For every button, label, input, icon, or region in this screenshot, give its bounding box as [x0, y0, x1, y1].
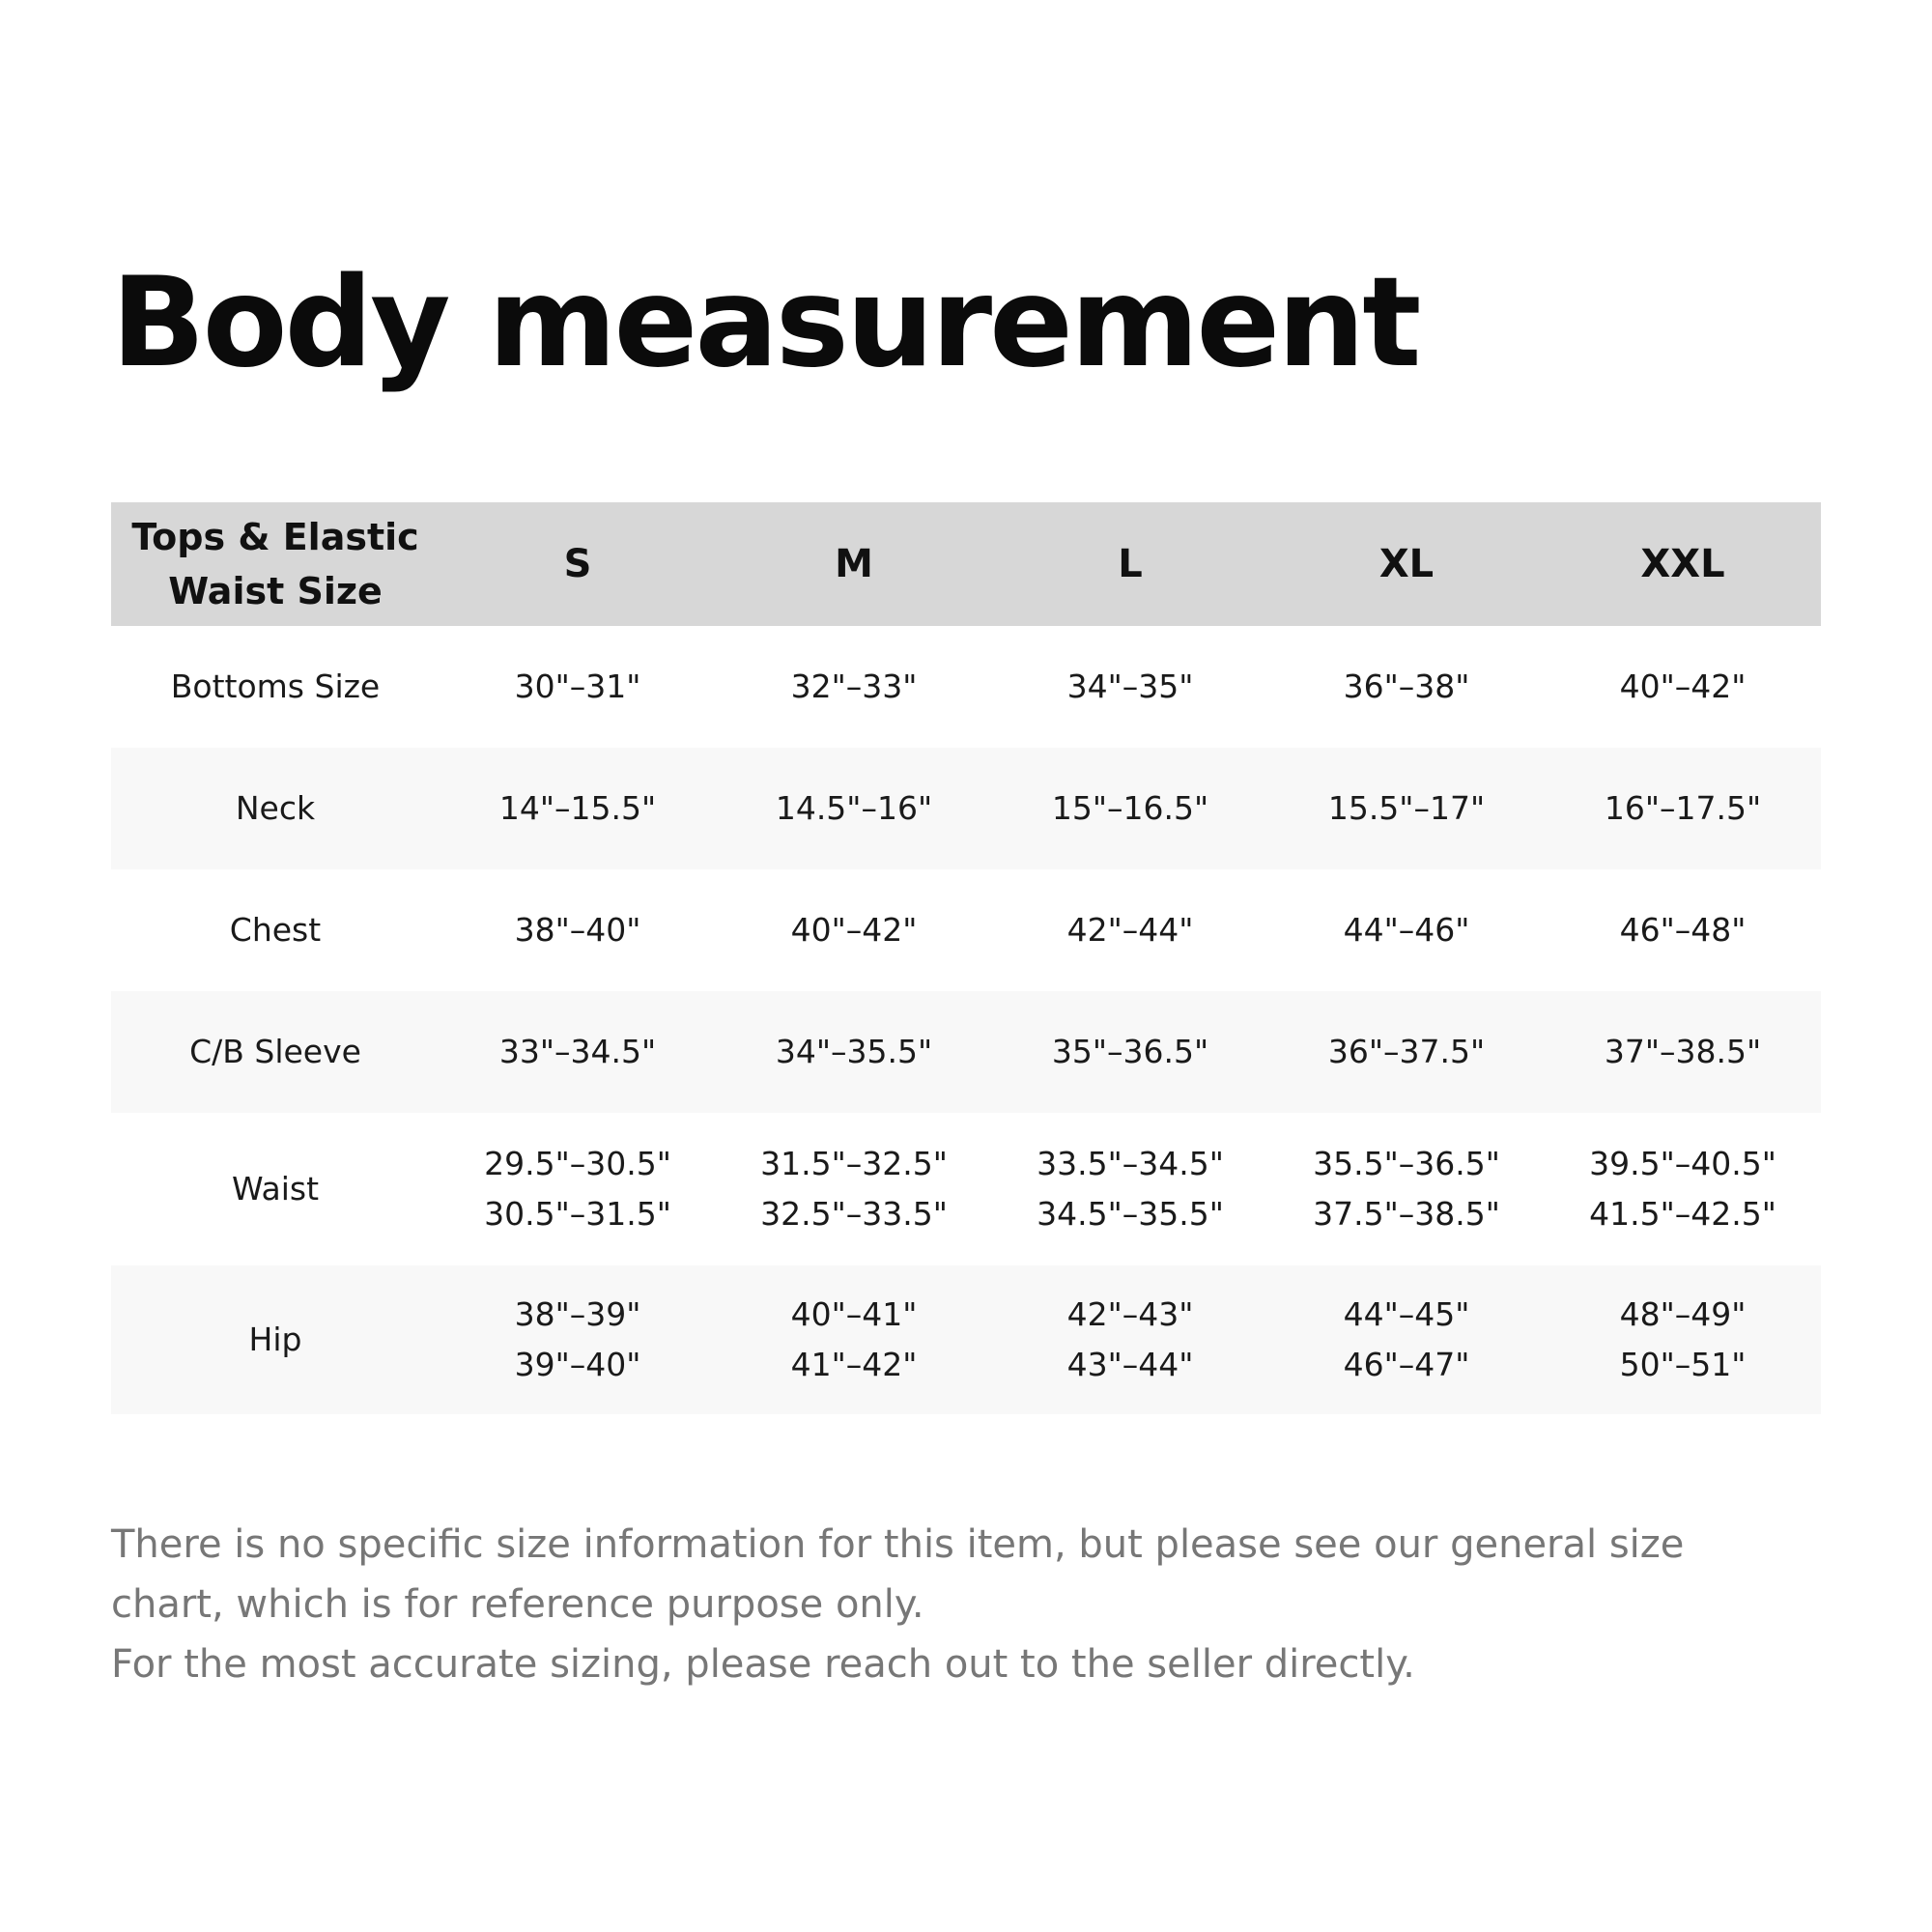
cell-value: 33"–34.5" — [498, 1033, 657, 1070]
table-cell — [992, 991, 1268, 1113]
corner-header-line: Tops & Elastic — [131, 516, 419, 558]
table-cell — [440, 626, 716, 748]
cell-value: 30.5"–31.5" — [484, 1195, 671, 1233]
cell-value: 16"–17.5" — [1604, 789, 1762, 827]
size-header-m: M — [835, 542, 873, 586]
cell-value: 34"–35" — [1066, 668, 1194, 705]
cell-value: 50"–51" — [1619, 1346, 1747, 1383]
cell-value: 43"–44" — [1066, 1346, 1194, 1383]
table-cell — [1268, 748, 1545, 869]
row-label: Chest — [229, 911, 322, 949]
table-cell — [1545, 1113, 1821, 1265]
cell-value: 15.5"–17" — [1327, 789, 1486, 827]
cell-value: 35.5"–36.5" — [1313, 1145, 1500, 1182]
table-cell — [992, 869, 1268, 991]
table-cell — [1545, 1265, 1821, 1414]
cell-value: 42"–44" — [1066, 911, 1194, 949]
table-cell — [1268, 1113, 1545, 1265]
cell-value: 46"–47" — [1343, 1346, 1470, 1383]
table-cell — [992, 748, 1268, 869]
cell-value: 38"–40" — [514, 911, 641, 949]
row-label: Bottoms Size — [170, 668, 381, 705]
cell-value: 36"–37.5" — [1327, 1033, 1486, 1070]
table-cell — [992, 1265, 1268, 1414]
cell-value: 48"–49" — [1619, 1295, 1747, 1333]
table-row — [111, 626, 1821, 748]
page-title: Body measurement — [111, 251, 1419, 395]
cell-value: 14"–15.5" — [498, 789, 657, 827]
table-cell — [1545, 748, 1821, 869]
size-header-l: L — [1118, 542, 1143, 586]
table-cell — [1545, 991, 1821, 1113]
note-line: There is no specific size information for this item, but please see our general size — [111, 1522, 1685, 1567]
size-header-xxl: XXL — [1640, 542, 1725, 586]
cell-value: 37"–38.5" — [1604, 1033, 1762, 1070]
cell-value: 40"–42" — [1619, 668, 1747, 705]
table-cell — [716, 1265, 992, 1414]
table-row — [111, 869, 1821, 991]
cell-value: 34.5"–35.5" — [1037, 1195, 1224, 1233]
cell-value: 40"–42" — [790, 911, 918, 949]
corner-header — [111, 502, 440, 626]
cell-value: 42"–43" — [1066, 1295, 1194, 1333]
table-cell — [440, 1113, 716, 1265]
cell-value: 33.5"–34.5" — [1037, 1145, 1224, 1182]
cell-value: 32"–33" — [790, 668, 918, 705]
note-line: chart, which is for reference purpose only. — [111, 1582, 924, 1627]
cell-value: 29.5"–30.5" — [484, 1145, 671, 1182]
cell-value: 37.5"–38.5" — [1313, 1195, 1500, 1233]
table-cell — [992, 626, 1268, 748]
cell-value: 36"–38" — [1343, 668, 1470, 705]
cell-value: 32.5"–33.5" — [760, 1195, 948, 1233]
cell-value: 15"–16.5" — [1051, 789, 1209, 827]
table-cell — [440, 991, 716, 1113]
table-row — [111, 991, 1821, 1113]
table-cell — [440, 748, 716, 869]
cell-value: 44"–46" — [1343, 911, 1470, 949]
cell-value: 41"–42" — [790, 1346, 918, 1383]
cell-value: 40"–41" — [790, 1295, 918, 1333]
table-cell — [992, 1113, 1268, 1265]
table-cell — [1545, 626, 1821, 748]
cell-value: 30"–31" — [514, 668, 641, 705]
table-header-row — [111, 502, 1821, 626]
table-cell — [716, 748, 992, 869]
table-row — [111, 1265, 1821, 1414]
table-cell — [440, 869, 716, 991]
size-header-s: S — [563, 542, 592, 586]
cell-value: 44"–45" — [1343, 1295, 1470, 1333]
cell-value: 41.5"–42.5" — [1589, 1195, 1776, 1233]
cell-value: 34"–35.5" — [775, 1033, 933, 1070]
cell-value: 46"–48" — [1619, 911, 1747, 949]
cell-value: 31.5"–32.5" — [760, 1145, 948, 1182]
cell-value: 39.5"–40.5" — [1589, 1145, 1776, 1182]
table-cell — [1268, 869, 1545, 991]
table-cell — [716, 626, 992, 748]
table-cell — [716, 991, 992, 1113]
row-label: Waist — [231, 1170, 320, 1208]
table-row — [111, 748, 1821, 869]
table-cell — [440, 1265, 716, 1414]
row-label: C/B Sleeve — [189, 1033, 361, 1070]
row-label: Neck — [235, 789, 316, 827]
note-line: For the most accurate sizing, please reach out to the seller directly. — [111, 1642, 1415, 1687]
table-cell — [1268, 626, 1545, 748]
cell-value: 39"–40" — [514, 1346, 641, 1383]
size-note — [111, 1515, 1831, 1694]
table-cell — [716, 1113, 992, 1265]
table-cell — [1268, 991, 1545, 1113]
table-cell — [1545, 869, 1821, 991]
cell-value: 38"–39" — [514, 1295, 641, 1333]
size-header-xl: XL — [1378, 542, 1435, 586]
cell-value: 35"–36.5" — [1051, 1033, 1209, 1070]
table-cell — [1268, 1265, 1545, 1414]
size-chart-table — [111, 502, 1821, 1414]
cell-value: 14.5"–16" — [775, 789, 933, 827]
table-row — [111, 1113, 1821, 1265]
row-label: Hip — [248, 1321, 302, 1358]
table-cell — [716, 869, 992, 991]
corner-header-line: Waist Size — [168, 570, 383, 612]
